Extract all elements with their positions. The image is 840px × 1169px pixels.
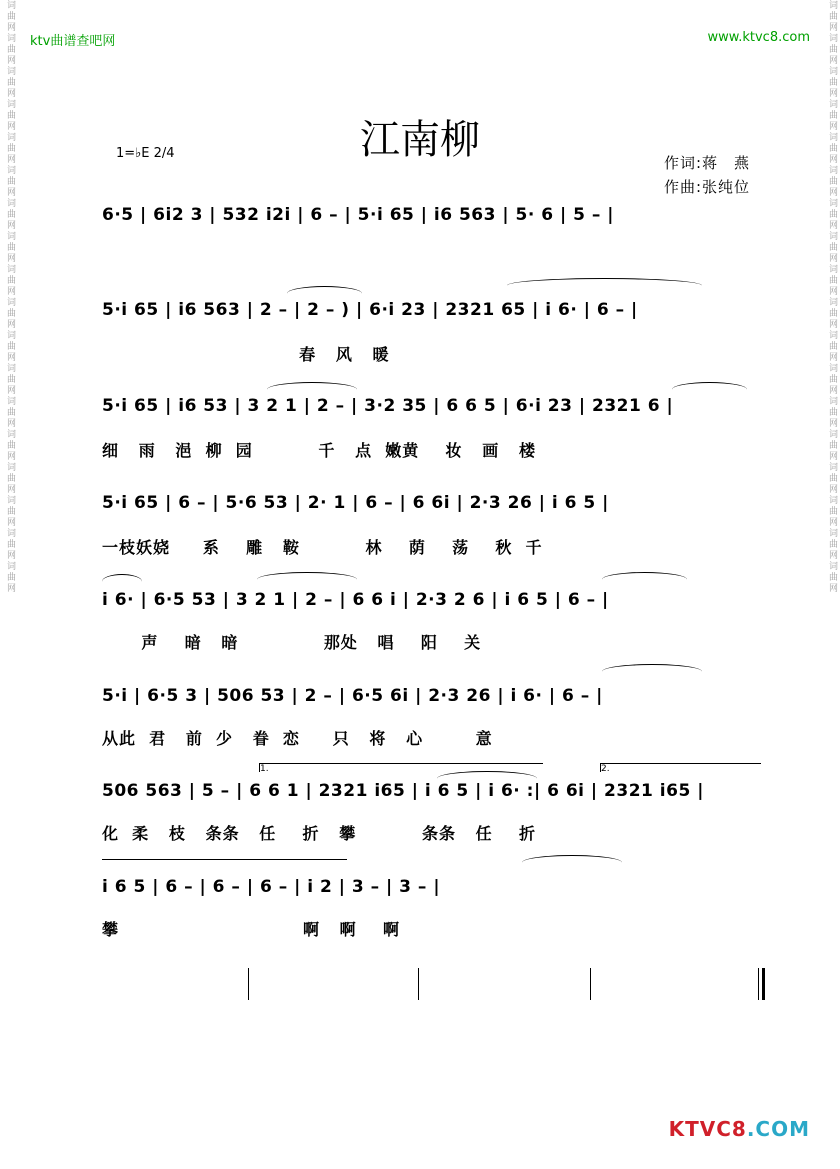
bar-line <box>248 968 249 1000</box>
key-signature: 1=♭E 2/4 <box>116 146 175 161</box>
lyric-line: 从此 君 前 少 眷 恋 只 将 心 意 <box>102 729 493 748</box>
lyric-line: 一枝妖娆 系 雕 鞍 林 荫 荡 秋 千 <box>102 538 543 557</box>
first-ending-bracket: 1. <box>259 763 543 772</box>
tie-line <box>102 859 347 874</box>
song-title: 江南柳 <box>360 117 480 163</box>
lyric-line: 细 雨 浥 柳 园 千 点 嫩黄 妆 画 楼 <box>102 441 536 460</box>
slur <box>507 278 702 293</box>
side-watermark-right: 词曲网词曲网词曲网词曲网词曲网词曲网词曲网词曲网词曲网词曲网词曲网词曲网词曲网词曲网词曲网词曲网词曲网词曲网 <box>827 0 837 594</box>
bar-line <box>590 968 591 1000</box>
bar-line <box>758 968 759 1000</box>
lyric-line: 春 风 暖 <box>102 345 390 364</box>
site-name-header: ktv曲谱查吧网 <box>30 34 116 49</box>
final-bar-line <box>762 968 765 1000</box>
notation-line: 6·5 | 6i2 3 | 532 i2i | 6 – | 5·i 65 | i6 563 | 5· 6 | 5 – | <box>102 205 614 225</box>
slur <box>267 382 357 397</box>
notation-line: 5·i 65 | i6 563 | 2 – | 2 – ) | 6·i 23 | 2321 65 | i 6· | 6 – | <box>102 300 638 320</box>
slur <box>102 574 142 589</box>
slur <box>672 382 747 397</box>
lyric-line: 攀 啊 啊 啊 <box>102 920 400 939</box>
notation-line: 506 563 | 5 – | 6 6 1 | 2321 i65 | i 6 5 | i 6· :| 6 6i | 2321 i65 | <box>102 781 704 801</box>
slur <box>287 286 362 301</box>
site-url-header: www.ktvc8.com <box>707 30 810 45</box>
lyric-line: 声 暗 暗 那处 唱 阳 关 <box>102 633 482 652</box>
notation-line: 5·i | 6·5 3 | 506 53 | 2 – | 6·5 6i | 2·3 26 | i 6· | 6 – | <box>102 686 603 706</box>
notation-line: i 6· | 6·5 53 | 3 2 1 | 2 – | 6 6 i | 2·3 2 6 | i 6 5 | 6 – | <box>102 590 609 610</box>
composer-credit: 作曲:张纯位 <box>664 178 751 196</box>
notation-line: 5·i 65 | i6 53 | 3 2 1 | 2 – | 3·2 35 | 6 6 5 | 6·i 23 | 2321 6 | <box>102 396 674 416</box>
second-ending-bracket: 2. <box>600 763 761 772</box>
ktvc8-logo: KTVC8.COM <box>668 1117 810 1141</box>
lyricist-credit: 作词:蒋 燕 <box>664 154 751 172</box>
bar-line <box>418 968 419 1000</box>
side-watermark-left: 词曲网词曲网词曲网词曲网词曲网词曲网词曲网词曲网词曲网词曲网词曲网词曲网词曲网词曲网词曲网词曲网词曲网词曲网 <box>5 0 15 594</box>
notation-line: 5·i 65 | 6 – | 5·6 53 | 2· 1 | 6 – | 6 6i | 2·3 26 | i 6 5 | <box>102 493 609 513</box>
slur <box>257 572 357 587</box>
lyric-line: 化 柔 枝 条条 任 折 攀 条条 任 折 <box>102 824 536 843</box>
slur <box>602 572 687 587</box>
slur <box>522 855 622 870</box>
notation-line: i 6 5 | 6 – | 6 – | 6 – | i 2 | 3 – | 3 – | <box>102 877 441 897</box>
slur <box>602 664 702 679</box>
